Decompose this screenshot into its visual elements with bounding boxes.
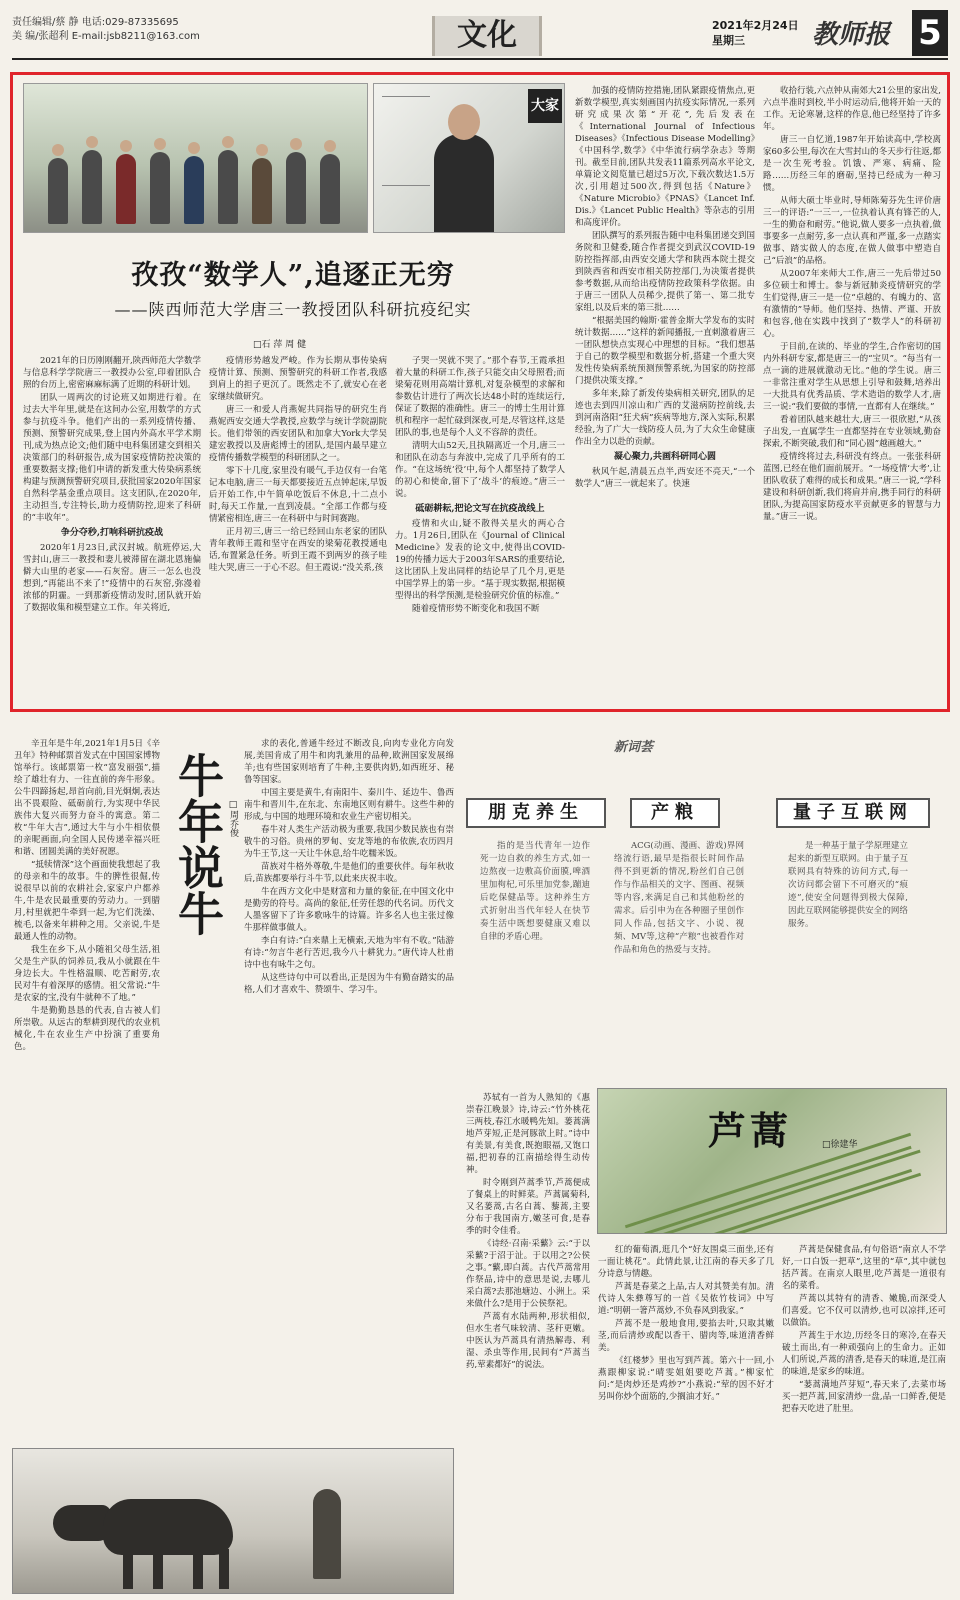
paragraph: 疫情形势越发严峻。作为长期从事传染病疫情计算、预测、预警研究的科研工作者,我感到肩上的担子更沉了。既然走不了,就安心在老家继续做研究。: [209, 356, 387, 402]
niu-byline: □周乔俊: [228, 800, 238, 837]
paragraph: 从师大硕士毕业时,导师陈菊芬先生评价唐三一的评语:“一三一,一位执着认真有锋芒的人,一生的勤奋和耐劳。”他说,做人要多一点执着,做事要多一点耐劳,多一点认真和严谨,多一点踏实做事、踏实做人的态度,在做人做事中塑造自己“后浪”的品格。: [763, 196, 941, 266]
term-definition-produce-content: ACG(动画、漫画、游戏)界网络流行语,最早是指很长时间作品得不到更新的情况,粉丝们自己创作与作品相关的文字、图画、视频等内容,来满足自己和其他粉丝的需求。后引申为在各种圈子里创作同人作品,包括文字、小说、视频、MV等,这种“产粮”也被看作对作品和角色的热爱与支持。: [614, 841, 744, 955]
page-number: 5: [912, 10, 948, 56]
paragraph: 于目前,在读的、毕业的学生,合作密切的国内外科研专家,都是唐三一的“宝贝”。“每当有一点一滴的进展就激动无比。”他的学生说。唐三一非常注重对学生从思想上引导和鼓舞,培养出一大批具有优秀品质、学术造诣的数学人才,唐三一说:“我们要做的事情,一直都有人在继续。”: [763, 342, 941, 412]
team-group-photo: [23, 83, 368, 233]
niu-column-1: [14, 738, 160, 1442]
paragraph: 李白有诗:“白来鼎上无横索,天地为牢有不收。”陆游有诗:“勿言牛老行苦迟,我今八十耕犹力。”唐代诗人杜甫诗中也有咏牛之句。: [244, 936, 454, 970]
paragraph: “根据美国约翰斯·霍普金斯大学发布的实时统计数据……”这样的新闻播报,一直刺激着唐三一团队想快点实现心中理想的目标。“我们想基于自己的数学模型和数据分析,搭建一个重大突发性传染病系统预测预警系统,为国家的防控部门提供决策支撑。”: [575, 316, 755, 386]
new-words-label: 新词荟: [614, 740, 654, 755]
designer-line: 美 编/张超利 E-mail:jsb8211@163.com: [12, 31, 200, 42]
paragraph: 从这些诗句中可以看出,正是因为牛有勤奋踏实的品格,人们才喜欢牛、赞颂牛、学习牛。: [244, 973, 454, 995]
lead-column-3: [395, 355, 565, 705]
paragraph: 唐三一自忆道,1987年开始读高中,学校离家60多公里,每次在大雪封山的冬天步行往返,都是一次生死考验。饥饿、严寒、病痛、险路……历经三年的磨砺,坚持已经成为一种习惯。: [763, 135, 941, 193]
paragraph: 中国主要是黄牛,有南阳牛、秦川牛、延边牛、鲁西南牛和晋川牛,在东北、东南地区则有耕牛。这些牛种的形成,与中国的地理环境和农业生产密切相关。: [244, 788, 454, 822]
paragraph: 收拾行装,六点钟从南郊大21公里的家出发,六点半准时到校,半小时运动后,他将开始一天的工作。无论寒暑,这样的作息,他已经坚持了许多年。: [763, 86, 941, 132]
lugao-column-1: [466, 1092, 590, 1592]
paragraph: 从2007年来师大工作,唐三一先后带过50多位硕士和博士。参与新冠肺炎疫情研究的学生们觉得,唐三一是一位“卓越的、有魄力的、富有激情的”导师。他们坚持、热情、严谨、开放和包容,他在实践中找到了“数学人”的科研初心。: [763, 269, 941, 339]
lugao-byline: □徐建华: [822, 1140, 858, 1150]
section-title: 文化: [432, 16, 542, 56]
ox-plowing-photo: [12, 1448, 454, 1594]
niu-headline: 牛年说牛: [171, 752, 225, 936]
paragraph: 芦蒿以其特有的清香、嫩脆,而深受人们喜爱。它不仅可以清炒,也可以凉拌,还可以做馅。: [782, 1294, 946, 1328]
editor-credits: [12, 16, 200, 44]
paragraph: 《红楼梦》里也写到芦蒿。第六十一回,小燕跟柳家说:“晴雯姐姐要吃芦蒿。”柳家忙问:“是肉炒还是鸡炒?”小燕说:“荤的因不好才另叫你炒个面筋的,少搁油才好。”: [598, 1356, 774, 1402]
paragraph: 辛丑年是牛年,2021年1月5日《辛丑年》特种邮票首发式在中国国家博物馆举行。该邮票第一枚“富发丽强”,描绘了雄壮有力、一往直前的奔牛形象。公牛四蹄扬起,昂首向前,目光炯炯,表达出不畏艰险、砥砺前行,为实现中华民族伟大复兴而努力奋斗的寓意。第二枚“牛年大吉”,通过大牛与小牛相依偎的亲昵画面,向全国人民传递幸福兴旺和谐、团圆美满的美好祝愿。: [14, 739, 160, 857]
paragraph: 子哭一哭就不哭了。”那个春节,王霞承担着大量的科研工作,孩子只能交由父母照看;而梁菊花则用高端计算机,对复杂模型的求解和参数估计进行了两次长达48小时的连续运行,保证了数据的准确性。唐三一的博士生用计算机和程序一起忙碌到深夜,可是,尽管这样,这是团队的事,也是每个人义不容辞的责任。: [395, 356, 565, 438]
paper-name: 教师报: [812, 20, 891, 50]
paragraph: 疫情终将过去,科研没有终点。一张张科研蓝图,已经在他们面前展开。“一场疫情‘大考’,让团队收获了难得的成长和成果。”唐三一说,“学科建设和科研创新,我们将肩并肩,携手同行的科研团队,为提高国家防疫水平贡献更多的智慧与力量。”唐三一说。: [763, 452, 941, 522]
term-title-quantum-internet: 量子互联网: [776, 798, 930, 828]
paragraph: 芦蒿是保健食品,有句俗语“南京人不学好,一口白饭一把草”,这里的“草”,其中就包括芦蒿。在南京人眼里,吃芦蒿是一道很有名的菜肴。: [782, 1245, 946, 1291]
lead-subhead: ——陕西师范大学唐三一教授团队科研抗疫纪实: [114, 300, 472, 319]
paragraph: 芦蒿不是一般地食用,要掐去叶,只取其嫩茎,而后清炒或配以香干、腊肉等,味道清香鲜美。: [598, 1319, 774, 1353]
paragraph: 看着团队越来越壮大,唐三一很欣慰,“从孩子出发,一直属学生一直都坚持在专业领域,勤奋探索,不断突破,我们和“同心圆”越画越大。”: [763, 415, 941, 449]
lugao-column-2: [598, 1244, 774, 1592]
paragraph: 《诗经·召南·采蘩》云:“于以采蘩?于沼于沚。于以用之?公侯之事。”蘩,即白蒿。古代芦蒿常用作祭品,诗中的意思是说,去哪儿采白蒿?去那池塘边、小洲上。采来做什么?是用于公侯祭祀。: [466, 1239, 590, 1309]
lead-column-5: [763, 85, 941, 705]
paragraph: “抵犊情深”这个画面使我想起了我的母亲和牛的故事。牛的脾性很倔,传说很早以前的农耕社会,家家户户都养牛,牛是农民最重要的劳动力。一到腊月,村里就把牛牵到一起,为它们洗澡、梳毛,以备来年耕种之用。父亲说,牛是最通人性的动物。: [14, 860, 160, 942]
paragraph: 苏轼有一首为人熟知的《惠崇春江晚景》诗,诗云:“竹外桃花三两枝,春江水暖鸭先知。蒌蒿满地芦芽短,正是河豚欲上时。”诗中有美景,有美食,既抱眼福,又饱口福,把初春的江南描绘得生动传神。: [466, 1093, 590, 1175]
lead-subheading-3: 凝心聚力,共画科研同心圆: [613, 452, 717, 462]
paragraph: 清明大山52天,且执隔离近一个月,唐三一和团队在动态与奔波中,完成了几乎所有的工作。“在这场统‘役’中,每个人都坚持了数学人的初心和使命,留下了‘战斗’的痕迹。”唐三一说。: [395, 441, 565, 499]
lead-subheading-2: 砥砺耕耘,把论文写在抗疫战线上: [415, 504, 545, 514]
issue-weekday: 星期三: [712, 34, 745, 47]
paragraph: 随着疫情形势不断变化和我国不断: [412, 604, 540, 614]
paragraph: 2020年1月23日,武汉封城。航班停运,大雪封山,唐三一教授和妻儿被滞留在湖北恩施偏僻大山里的老家——石灰窑。唐三一怎么也没想到,“再能出不来了!”疫情中的石灰窑,弥漫着浓郁的阴霾。一到那新疫情动发时,团队就开始了数据收集和模型建立工作。年关将近,: [23, 543, 201, 613]
paragraph: 零下十几度,家里没有暖气,手边仅有一台笔记本电脑,唐三一每天都要接近五点钟起床,早饭后开始工作,中午简单吃饭后不休息,十二点小时,每天工作量,一直到凌晨。“全部工作都与疫情紧密相连,唐三一在科研中与时间赛跑。: [209, 466, 387, 524]
paragraph: “蒌蒿满地芦芽短”,春天来了,去菜市场买一把芦蒿,回家清炒一盘,品一口鲜香,便是把春天吃进了肚里。: [782, 1380, 946, 1414]
paragraph: 芦蒿生于水边,历经冬日的寒冷,在春天破土而出,有一种顽强向上的生命力。正如人们所说,芦蒿的清香,是春天的味道,是江南的味道,是家乡的味道。: [782, 1331, 946, 1377]
paragraph: 牛在西方文化中是财富和力量的象征,在中国文化中是勤劳的符号。高尚的象征,任劳任怨的代名词。历代文人墨客留下了许多歌咏牛的诗篇。许多名人也主张过像牛那样做事做人。: [244, 887, 454, 933]
lead-column-4: [575, 85, 755, 705]
paragraph: 春牛对人类生产活动极为重要,我国少数民族也有崇敬牛的习俗。贵州的罗甸、安龙等地的布依族,农历四月为牛王节,这一天让牛休息,给牛吃糯米饭。: [244, 825, 454, 859]
paragraph: 唐三一和爱人肖燕妮共同指导的研究生肖燕妮西安交通大学教授,应数学与统计学院副院长。他们带领的西安团队和加拿大York大学吴建宏教授以及唐彪博士的团队,是国内最早建立疫情传播数学模型的科研团队之一。: [209, 405, 387, 463]
niu-column-2: [244, 738, 454, 1442]
paragraph: 多年来,除了新发传染病相关研究,团队的足迹也去到四川凉山和广西的艾滋病防控前线,去到河南洛阳“狂犬病”疾病等地方,深入实际,积累经验,为了广大一线防疫人员,为了大众生命健康作出全力以赴的贡献。: [575, 389, 755, 447]
paragraph: 芦蒿是春菜之上品,古人对其赞美有加。清代诗人朱彝尊写的一首《吴侬竹枝词》中写道:“明朝一箸芦蒿炒,不负春风到我家。”: [598, 1282, 774, 1316]
term-definition-punk-wellness: 指的是当代青年一边作死一边自救的养生方式,如一边熬夜一边敷高价面膜,啤酒里加枸杞,可乐里加党参,蹦迪后吃保健品等。这种养生方式折射出当代年轻人在快节奏生活中既想要健康又难以自律的矛盾心理。: [480, 841, 590, 942]
lead-column-1: [23, 355, 201, 705]
paragraph: 团队撰写的系列报告随中电科集团递交到国务院和卫健委,随合作者提交到武汉COVID-19防控指挥部,由西安交通大学和陕西本院土提交到陕西省和西安市相关防控部门,为决策者提供参考数据,从而给出疫情防控政策科学依据。由于唐三一团队人员稀少,提供了第一、第二批专家组,以及后来的第三批……: [575, 231, 755, 313]
issue-date-text: 2021年2月24日: [712, 19, 799, 32]
paragraph: 2021年的日历刚刚翻开,陕西师范大学数学与信息科学学院唐三一教授办公室,印着团队合照的台历上,密密麻麻标满了近期的科研计划。: [23, 356, 201, 390]
term-title-punk-wellness: 朋克养生: [466, 798, 606, 828]
paragraph: 牛是勤勤恳恳的代表,自古被人们所崇敬。从远古的犁耕到现代的农业机械化,牛在农业生产中扮演了重要角色。: [14, 1006, 160, 1052]
page-header: [12, 8, 948, 60]
column-badge: 大家: [528, 89, 562, 123]
issue-date: [712, 18, 799, 48]
lugao-column-3: [782, 1244, 946, 1592]
paragraph: 时令刚到芦蒿季节,芦蒿便成了餐桌上的时鲜菜。芦蒿属菊科,又名蒌蒿,古名白蒿、藜蒿,主要分布于我国南方,嫩茎可食,是春季的时令佳肴。: [466, 1178, 590, 1236]
lead-headline: 孜孜“数学人”,追逐正无穷: [131, 260, 455, 291]
editor-line: 责任编辑/蔡 静 电话:029-87335695: [12, 17, 179, 28]
lead-column-2: [209, 355, 387, 705]
lead-byline: □石 萍 周 健: [253, 340, 307, 350]
paragraph: 正月初三,唐三一给已经回山东老家的团队青年教师王霞和坚守在西安的梁菊花教授通电话,布置紧急任务。听到王霞不到两岁的孩子哇哇大哭,唐三一于心不忍。但王霞说:“没关系,孩: [209, 527, 387, 573]
term-definition-quantum-internet: 是一种基于量子学原理建立起来的新型互联网。由于量子互联网具有特殊的访问方式,每一次访问都会留下不可磨灭的“痕迹”,使安全问题得到极大保障,因此互联网能够提供安全的网络服务。: [788, 841, 908, 929]
paragraph: 团队一周两次的讨论班又如期进行着。在过去大半年里,就是在这间办公室,用数学的方式参与抗疫斗争。他们产出的一系列疫情传播、预测、预警研究成果,登上国内外高水平学术期刊,成为热点论文;他们随中电科集团建交到相关决策部门的科研报告,成为国家疫情防控决策的重要数据支撑;他们申请的新发重大传染病系统构建与预测预警研究项目,获批国家2020年国家自然科学基金重点项目。这支团队,在2020年,主动担当,专注特长,助力疫情防控,迎来了科研的“丰收年”。: [23, 393, 201, 523]
paragraph: 秋风午起,清晨五点半,西安还不亮天,“一个数学人”唐三一就起来了。快速: [575, 467, 755, 489]
paragraph: 我生在乡下,从小随祖父母生活,祖父是生产队的饲养员,我从小就跟在牛身边长大。牛性格温顺、吃苦耐劳,农民对牛有着深厚的感情。祖父常说:“牛是农家的宝,没有牛就种不了地。”: [14, 945, 160, 1003]
lead-subheading-1: 争分夺秒,打响科研抗疫战: [60, 528, 164, 538]
paragraph: 苗族对牛格外尊敬,牛是他们的重要伙伴。每年秋收后,苗族都要举行斗牛节,以此来庆祝丰收。: [244, 862, 454, 884]
paragraph: 疫情和火山,疑不散得关星火的两心合力。1月26日,团队在《Journal of Clinical Medicine》发表的论文中,使得出COVID-19的传播力远大于2003年SARS的重要结论,这比团队上发出同样的结论早了几个月,更是中国学界上的第一步。“基于现实数据,根据模型得出的科学预测,是检验研究价值的标准。”: [395, 519, 565, 601]
lugao-headline: 芦蒿: [708, 1108, 793, 1153]
paragraph: 芦蒿有水陆两种,形状相似,但水生者气味较清、茎秆更嫩。中医认为芦蒿具有清热解毒、利湿、杀虫等作用,民间有“芦蒿当药,荤素都好”的说法。: [466, 1312, 590, 1370]
paragraph: 求的表化,普通牛经过不断改良,向肉专业化方向发展,美国肯成了用牛和肉乳兼用的品种,欧洲国家发展绵羊;也有些国家则培育了牛种,主要供肉奶,如西班牙、秘鲁等国家。: [244, 739, 454, 785]
lead-article: [10, 72, 950, 712]
paragraph: 加强的疫情防控措施,团队紧跟疫情焦点,更新数学模型,真实刻画国内抗疫实际情况,一系列研究成果次第“开花”,先后发表在《International Journal of Infectious Diseases》《Infectious Disease Modelling》《中国科学,数学》《中华流行病学杂志》等期刊。截至目前,团队共发表11篇系列高水平论文,单篇论文阅览量已超过5万次,下载次数达1.5万次,引用超过500次,得到包括《Nature》《Nature Microbio》《PNAS》《Lancet Inf. Dis.》《Lancet Public Health》等杂志的引用和高度评价。: [575, 86, 755, 228]
paragraph: 红的葡萄酒,逛几个“好友围桌三面坐,还有一面让桃花”。此情此景,让江南的春天多了几分诗意与情趣。: [598, 1245, 774, 1279]
term-title-produce-content: 产粮: [630, 798, 720, 828]
